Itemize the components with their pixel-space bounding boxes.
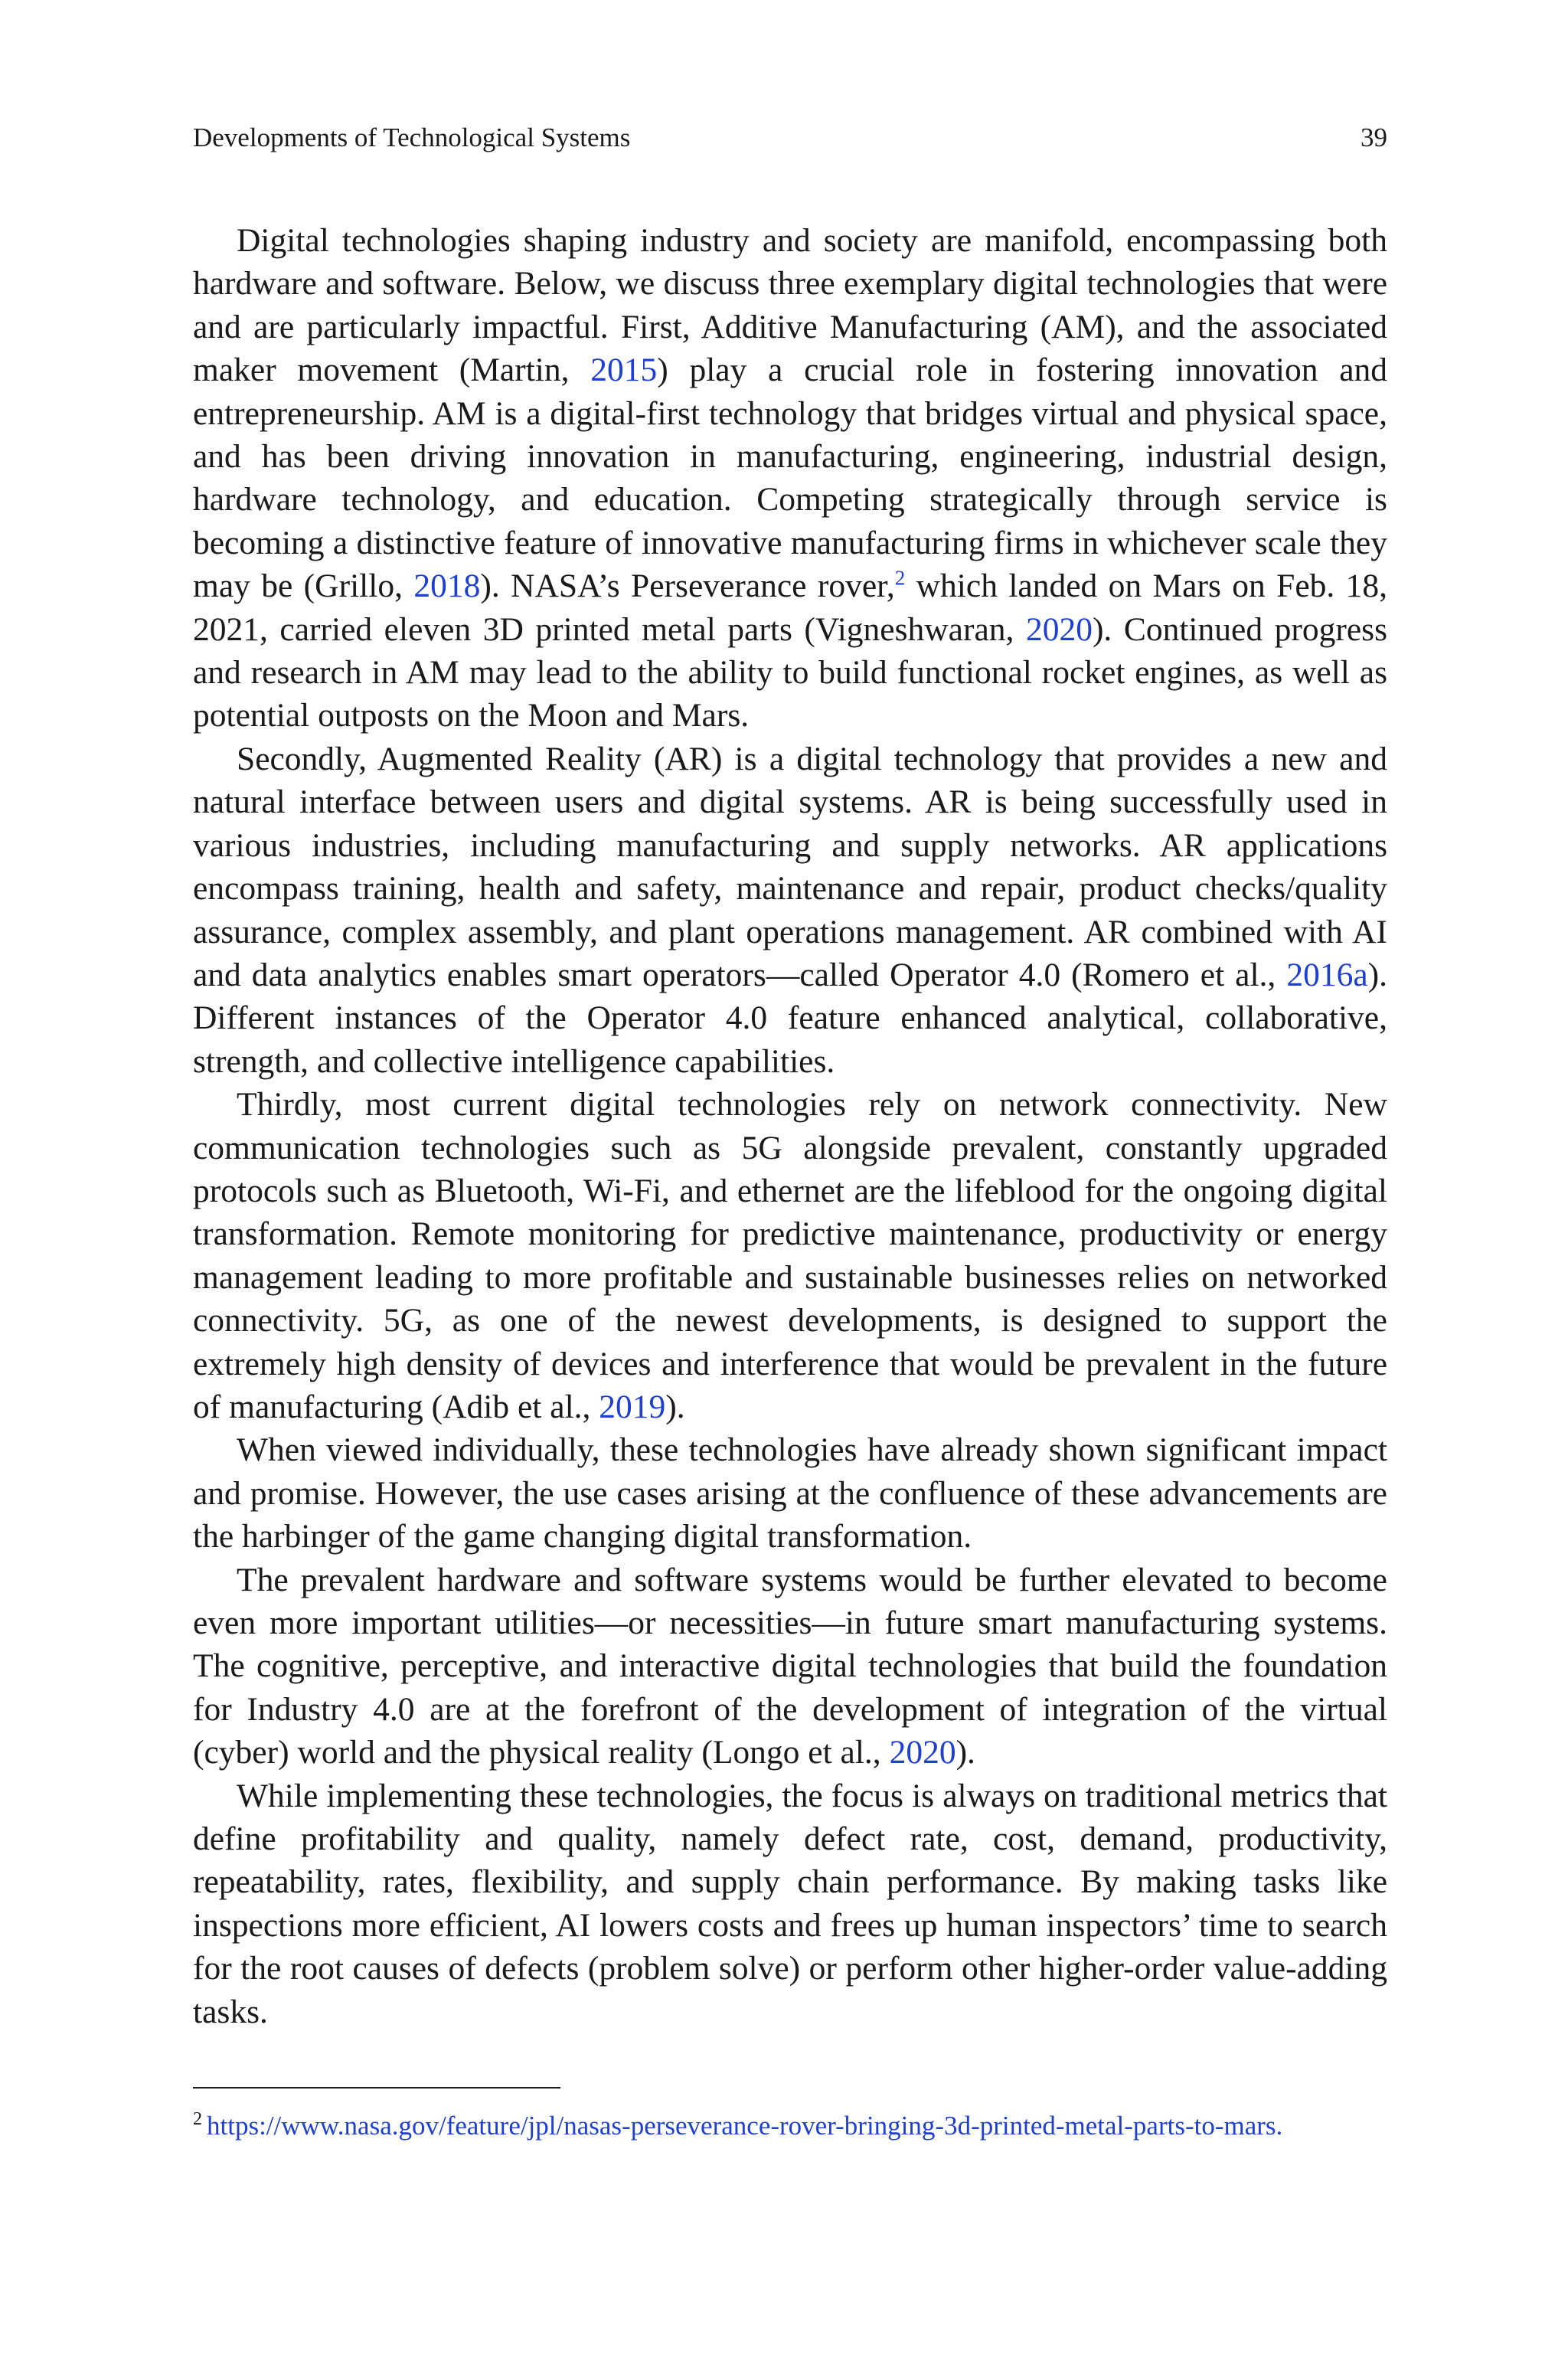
text-run: ).	[665, 1388, 685, 1425]
footnote-url-link[interactable]: https://www.nasa.gov/feature/jpl/nasas-perseverance-rover-bringing-3d-printed-metal-parts-to-mars.	[207, 2111, 1283, 2141]
running-head	[193, 123, 1387, 153]
citation-link[interactable]: 2016a	[1286, 956, 1368, 993]
text-run: ). Different instances of the Operator 4.0 feature enhanced analytical, collaborative, strength, and collective intelligence capabilities.	[193, 956, 1387, 1080]
citation-link[interactable]: 2020	[889, 1734, 956, 1771]
paragraph-6	[193, 1775, 1387, 2033]
paragraph-2	[193, 738, 1387, 1083]
citation-link[interactable]: 2019	[599, 1388, 666, 1425]
text-run: When viewed individually, these technologies have already shown significant impact and promise. However, the use cases arising at the confluence of these advancements are the harbinger of the game changing digital transformation.	[193, 1431, 1387, 1555]
text-run: which landed on Mars on Feb. 18, 2021, carried eleven 3D printed metal parts (Vigneshwaran,	[193, 568, 1388, 648]
footnote-2	[193, 2108, 1387, 2144]
text-run: ). NASA’s Perseverance rover,	[480, 568, 895, 605]
text-run: ). Continued progress and research in AM may lead to the ability to build functional rocket engines, as well as potential outposts on the Moon and Mars.	[193, 610, 1387, 734]
page-number: 39	[1361, 123, 1387, 152]
footnote-divider	[193, 2087, 560, 2089]
citation-link[interactable]: 2018	[413, 568, 481, 605]
paragraph-4	[193, 1428, 1387, 1558]
running-title: Developments of Technological Systems	[193, 123, 631, 152]
text-run: ).	[956, 1734, 975, 1771]
paragraph-3	[193, 1083, 1387, 1428]
citation-link[interactable]: 2020	[1025, 610, 1093, 648]
footnote-ref-link[interactable]: 2	[894, 566, 906, 590]
paragraph-5	[193, 1559, 1387, 1775]
book-page	[193, 123, 1387, 2144]
text-run: Thirdly, most current digital technologies rely on network connectivity. New communication technologies such as 5G alongside prevalent, constantly upgraded protocols such as Bluetooth, Wi-Fi, and ethernet are the lifeblood for the ongoing digital transformation. Remote monitoring for predictive maintenance, productivity or energy management leading to more profitable and sustainable businesses relies on networked connectivity. 5G, as one of the newest developments, is designed to support the extremely high density of devices and interference that would be prevalent in the future of manufacturing (Adib et al.,	[193, 1086, 1387, 1425]
text-run: While implementing these technologies, the focus is always on traditional metrics that define profitability and quality, namely defect rate, cost, demand, productivity, repeatability, rates, flexibility, and supply chain performance. By making tasks like inspections more efficient, AI lowers costs and frees up human inspectors’ time to search for the root causes of defects (problem solve) or perform other higher-order value-adding tasks.	[193, 1777, 1387, 2030]
text-run: Secondly, Augmented Reality (AR) is a digital technology that provides a new and natural interface between users and digital systems. AR is being successfully used in various industries, including manufacturing and supply networks. AR applications encompass training, health and safety, maintenance and repair, product checks/quality assurance, complex assembly, and plant operations management. AR combined with AI and data analytics enables smart operators—called Operator 4.0 (Romero et al.,	[193, 740, 1387, 993]
paragraph-1	[193, 219, 1387, 738]
body-text	[193, 219, 1387, 2033]
text-run: Digital technologies shaping industry and society are manifold, encompassing both hardware and software. Below, we discuss three exemplary digital technologies that were and are particularly impactful. First, Additive Manufacturing (AM), and the associated maker movement (Martin,	[193, 222, 1387, 389]
citation-link[interactable]: 2015	[590, 352, 658, 389]
footnote-number: 2	[193, 2109, 202, 2130]
text-run: The prevalent hardware and software systems would be further elevated to become even more important utilities—or necessities—in future smart manufacturing systems. The cognitive, perceptive, and interactive digital technologies that build the foundation for Industry 4.0 are at the forefront of the development of integration of the virtual (cyber) world and the physical reality (Longo et al.,	[193, 1561, 1387, 1771]
text-run: ) play a crucial role in fostering innovation and entrepreneurship. AM is a digital-first technology that bridges virtual and physical space, and has been driving innovation in manufacturing, engineering, industrial design, hardware technology, and education. Competing strategically through service is becoming a distinctive feature of innovative manufacturing firms in whichever scale they may be (Grillo,	[193, 352, 1387, 605]
